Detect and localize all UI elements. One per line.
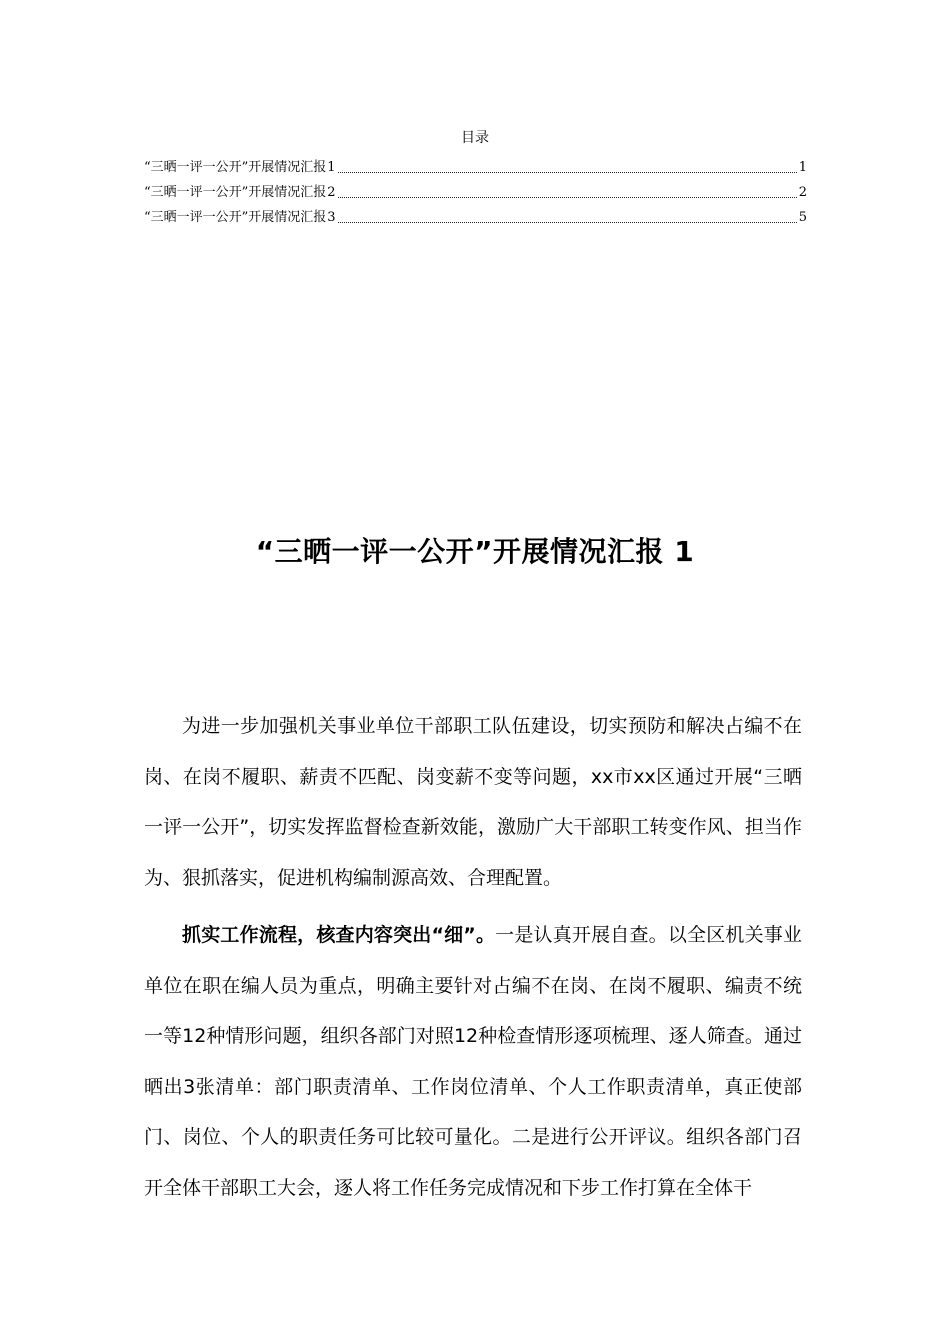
toc-dot-leader <box>338 197 797 198</box>
toc-page-number: 1 <box>798 160 807 175</box>
toc-entry-text: “三晒一评一公开”开展情况汇报 <box>144 210 327 225</box>
document-title: “三晒一评一公开”开展情况汇报 1 <box>255 535 695 568</box>
paragraph-text: 一是认真开展自查。以全区机关事业单位在职在编人员为重点，明确主要针对占编不在岗、在岗不履职、编责不统一等12种情形问题，组织各部门对照12种检查情形逐项梳理、逐人筛查。通过晒出3张清单：部门职责清单、工作岗位清单、个人工作职责清单，真正使部门、岗位、个人的职责任务可比较可量化。二是进行公开评议。组织各部门召开全体干部职工大会，逐人将工作任务完成情况和下步工作打算在全体干 <box>144 924 802 1199</box>
toc-dot-leader <box>338 222 797 223</box>
toc-entry[interactable] <box>144 177 807 202</box>
toc-entry[interactable] <box>144 202 807 227</box>
toc-entry-text: “三晒一评一公开”开展情况汇报 <box>144 160 327 175</box>
document-body <box>144 701 802 1220</box>
body-paragraph: 为进一步加强机关事业单位干部职工队伍建设，切实预防和解决占编不在岗、在岗不履职、薪责不匹配、岗变薪不变等问题，xx市xx区通过开展“三晒一评一公开”，切实发挥监督检查新效能，激励广大干部职工转变作风、担当作为、狠抓落实，促进机构编制源高效、合理配置。 <box>144 715 802 889</box>
toc-entry-number: 2 <box>327 185 336 200</box>
body-paragraph <box>144 910 802 1213</box>
toc-page-number: 2 <box>798 185 807 200</box>
toc-title: 目录 <box>461 130 489 146</box>
toc-entry-number: 1 <box>327 160 336 175</box>
toc-dot-leader <box>338 172 797 173</box>
paragraph-lead-heading: 抓实工作流程，核查内容突出“细”。 <box>182 924 496 946</box>
toc-page-number: 5 <box>798 210 807 225</box>
toc-entry-text: “三晒一评一公开”开展情况汇报 <box>144 185 327 200</box>
table-of-contents <box>144 152 807 227</box>
toc-entry[interactable] <box>144 152 807 177</box>
toc-entry-number: 3 <box>327 210 336 225</box>
